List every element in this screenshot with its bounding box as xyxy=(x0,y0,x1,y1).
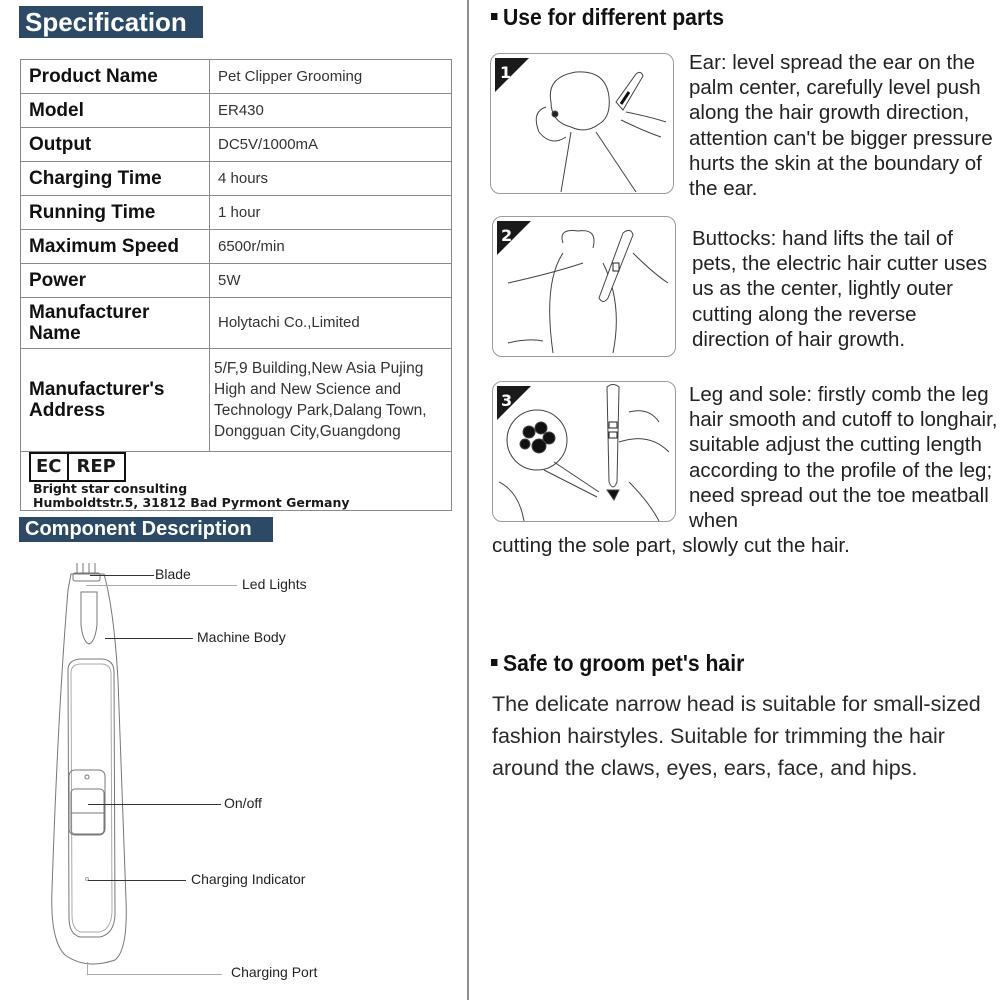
column-divider xyxy=(467,0,469,1000)
spec-value: 4 hours xyxy=(210,162,452,196)
bullet-square-icon xyxy=(491,659,497,666)
dog-ear-grooming-icon xyxy=(521,62,671,192)
indicator-leader-line xyxy=(88,880,186,881)
dog-paw-grooming-icon xyxy=(499,382,675,521)
clipper-diagram-icon xyxy=(40,560,150,980)
safe-groom-text: The delicate narrow head is suitable for small-sized fashion hairstyles. Suitable for trimming the hair around the claws, eyes, ears, face, and hips. xyxy=(492,692,981,780)
use-for-parts-heading: Use for different parts xyxy=(491,4,724,31)
spec-key: Maximum Speed xyxy=(21,230,210,264)
port-leader-vertical xyxy=(87,962,88,974)
safe-groom-heading: Safe to groom pet's hair xyxy=(491,650,744,677)
buttocks-illustration xyxy=(492,216,676,357)
blade-leader-line xyxy=(90,575,154,576)
specification-table xyxy=(20,59,452,511)
label-machine-body: Machine Body xyxy=(197,629,286,645)
leg-sole-illustration xyxy=(492,381,676,522)
spec-key: Output xyxy=(21,128,210,162)
spec-value: Holytachi Co.,Limited xyxy=(210,298,452,349)
label-charging-port: Charging Port xyxy=(231,964,318,980)
component-description-heading: Component Description xyxy=(19,517,273,542)
specification-heading: Specification xyxy=(19,6,203,38)
onoff-leader-line xyxy=(88,804,221,805)
label-on-off: On/off xyxy=(224,795,262,811)
label-led-lights: Led Lights xyxy=(242,576,307,592)
svg-text:2: 2 xyxy=(501,226,513,245)
body-leader-line xyxy=(105,638,193,639)
ec-rep-address xyxy=(33,482,350,510)
spec-value: 6500r/min xyxy=(210,230,452,264)
label-blade: Blade xyxy=(155,566,191,582)
spec-value: DC5V/1000mA xyxy=(210,128,452,162)
ec-rep-symbol xyxy=(29,452,126,482)
leg-sole-instruction-continuation: cutting the sole part, slowly cut the hair. xyxy=(492,534,850,557)
table-row xyxy=(21,60,452,94)
table-row xyxy=(21,230,452,264)
leg-sole-instruction-text: Leg and sole: firstly comb the leg hair smooth and cutoff to longhair, suitable adjust the cutting length according to the profile of the leg; need spread out the toe meatball when xyxy=(689,383,998,533)
svg-text:1: 1 xyxy=(500,63,512,82)
table-row xyxy=(21,196,452,230)
spec-value: 1 hour xyxy=(210,196,452,230)
ear-instruction-text: Ear: level spread the ear on the palm center, carefully level push along the hair growth direction, attention can't be bigger pressure hurts the skin at the boundary of the ear. xyxy=(689,51,993,201)
ec-rep-company: Bright star consulting xyxy=(33,481,188,496)
svg-text:3: 3 xyxy=(501,391,513,410)
spec-key: Model xyxy=(21,94,210,128)
spec-key: Manufacturer Name xyxy=(21,298,210,349)
ec-label: EC xyxy=(36,456,62,477)
spec-value: 5/F,9 Building,New Asia Pujing High and New Science and Technology Park,Dalang Town, Dongguan City,Guangdong xyxy=(210,349,452,452)
bullet-square-icon xyxy=(491,13,497,20)
port-leader-line xyxy=(87,974,222,975)
rep-label: REP xyxy=(67,454,124,480)
table-row xyxy=(21,128,452,162)
ec-rep-street: Humboldtstr.5, 31812 Bad Pyrmont Germany xyxy=(33,495,350,510)
table-row xyxy=(21,298,452,349)
spec-value: Pet Clipper Grooming xyxy=(210,60,452,94)
spec-value: ER430 xyxy=(210,94,452,128)
label-charging-indicator: Charging Indicator xyxy=(191,871,306,887)
led-leader-line xyxy=(86,585,237,586)
spec-key: Power xyxy=(21,264,210,298)
spec-key: Product Name xyxy=(21,60,210,94)
spec-value: 5W xyxy=(210,264,452,298)
table-row xyxy=(21,94,452,128)
table-row xyxy=(21,162,452,196)
spec-key: Charging Time xyxy=(21,162,210,196)
ec-rep-row xyxy=(21,452,452,511)
spec-key: Manufacturer's Address xyxy=(21,349,210,452)
table-row xyxy=(21,349,452,452)
ear-illustration xyxy=(490,53,674,194)
buttocks-instruction-text: Buttocks: hand lifts the tail of pets, the electric hair cutter uses us as the center, lightly outer cutting along the reverse direction of hair growth. xyxy=(692,227,988,351)
spec-key: Running Time xyxy=(21,196,210,230)
dog-buttocks-grooming-icon xyxy=(503,223,673,353)
table-row xyxy=(21,264,452,298)
